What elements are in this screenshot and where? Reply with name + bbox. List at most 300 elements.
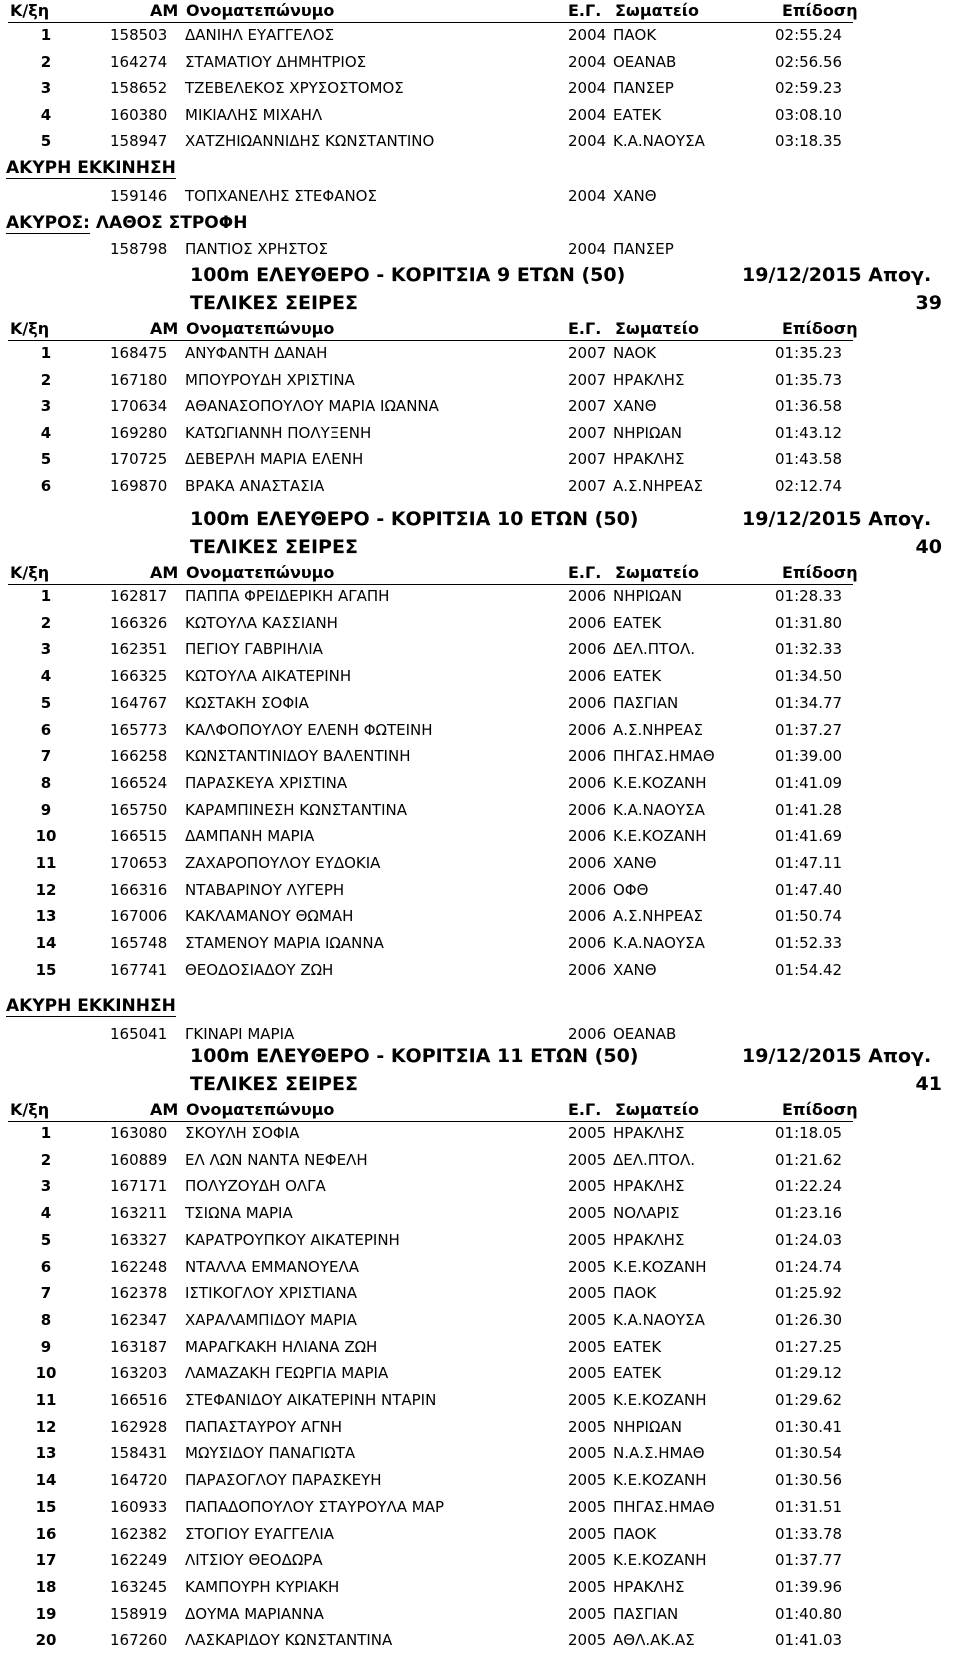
table-row bbox=[0, 583, 960, 609]
time: 01:35.73 bbox=[775, 370, 843, 389]
club: ΕΑΤΕΚ bbox=[613, 105, 662, 124]
rank: 12 bbox=[35, 1417, 57, 1436]
name: ΛΑΜΑΖΑΚΗ ΓΕΩΡΓΙΑ ΜΑΡΙΑ bbox=[185, 1364, 389, 1383]
am: 165748 bbox=[110, 934, 168, 953]
year: 2004 bbox=[568, 79, 607, 97]
year: 2006 bbox=[568, 854, 607, 872]
table-row bbox=[0, 903, 960, 929]
header-rank: Κ/ξη bbox=[10, 1, 50, 20]
rank: 5 bbox=[40, 450, 52, 468]
am: 169870 bbox=[110, 476, 168, 495]
table-row bbox=[0, 1521, 960, 1547]
year: 2006 bbox=[568, 800, 607, 819]
club: ΧΑΝΘ bbox=[613, 187, 657, 205]
club: ΠΑΣΓΙΑΝ bbox=[613, 693, 679, 712]
am: 167171 bbox=[110, 1177, 168, 1196]
club: ΗΡΑΚΛΗΣ bbox=[613, 370, 685, 389]
time: 01:39.96 bbox=[775, 1577, 843, 1596]
table-row bbox=[0, 1440, 960, 1466]
table-row bbox=[0, 610, 960, 636]
header-name: Ονοματεπώνυμο bbox=[186, 1, 335, 20]
year: 2006 bbox=[568, 880, 607, 899]
club: ΗΡΑΚΛΗΣ bbox=[613, 1577, 685, 1596]
am: 158919 bbox=[110, 1604, 168, 1623]
am: 170653 bbox=[110, 854, 168, 872]
am: 167006 bbox=[110, 907, 168, 926]
am: 166515 bbox=[110, 827, 168, 846]
name: ΔΑΝΙΗΛ ΕΥΑΓΓΕΛΟΣ bbox=[185, 26, 335, 44]
am: 165750 bbox=[110, 800, 168, 819]
table-row bbox=[0, 473, 960, 499]
event-number: 39 bbox=[915, 292, 942, 314]
club: Κ.Α.ΝΑΟΥΣΑ bbox=[613, 934, 705, 953]
header-club: Σωματείο bbox=[615, 319, 699, 338]
rank: 1 bbox=[40, 587, 52, 605]
name: ΒΡΑΚΑ ΑΝΑΣΤΑΣΙΑ bbox=[185, 476, 325, 495]
year: 2006 bbox=[568, 640, 607, 659]
time: 01:21.62 bbox=[775, 1150, 843, 1169]
am: 163080 bbox=[110, 1124, 168, 1142]
club: ΗΡΑΚΛΗΣ bbox=[613, 1177, 685, 1196]
rank: 2 bbox=[40, 52, 52, 71]
club: ΠΑΝΣΕΡ bbox=[613, 79, 674, 97]
header-club: Σωματείο bbox=[615, 1, 699, 20]
table-row bbox=[0, 367, 960, 393]
rank: 5 bbox=[40, 1230, 52, 1249]
table-row bbox=[0, 743, 960, 769]
rank: 5 bbox=[40, 132, 52, 150]
name: ΜΑΡΑΓΚΑΚΗ ΗΛΙΑΝΑ ΖΩΗ bbox=[185, 1337, 378, 1356]
am: 160380 bbox=[110, 105, 168, 124]
table-row bbox=[0, 663, 960, 689]
table-row bbox=[0, 1307, 960, 1333]
am: 166524 bbox=[110, 773, 168, 792]
rank: 19 bbox=[35, 1604, 57, 1623]
name: ΜΙΚΙΑΛΗΣ ΜΙΧΑΗΛ bbox=[185, 105, 323, 124]
table-row bbox=[0, 1601, 960, 1627]
event-subtitle: ΤΕΛΙΚΕΣ ΣΕΙΡΕΣ bbox=[190, 1073, 358, 1095]
year: 2006 bbox=[568, 747, 607, 766]
time: 01:41.28 bbox=[775, 800, 843, 819]
table-row bbox=[0, 1254, 960, 1280]
am: 162382 bbox=[110, 1524, 168, 1543]
name: ΔΟΥΜΑ ΜΑΡΙΑΝΝΑ bbox=[185, 1604, 324, 1623]
year: 2006 bbox=[568, 934, 607, 953]
name: ΧΑΡΑΛΑΜΠΙΔΟΥ ΜΑΡΙΑ bbox=[185, 1310, 357, 1329]
am: 166258 bbox=[110, 747, 168, 766]
name: ΚΑΛΦΟΠΟΥΛΟΥ ΕΛΕΝΗ ΦΩΤΕΙΝΗ bbox=[185, 720, 433, 739]
event-date: 19/12/2015 Απογ. bbox=[742, 508, 932, 530]
rank: 3 bbox=[40, 79, 52, 97]
rank: 15 bbox=[35, 1497, 57, 1516]
rank: 8 bbox=[40, 773, 52, 792]
club: ΠΗΓΑΣ.ΗΜΑΘ bbox=[613, 747, 715, 766]
club: ΧΑΝΘ bbox=[613, 397, 657, 415]
table-row bbox=[0, 770, 960, 796]
time: 01:24.03 bbox=[775, 1230, 843, 1249]
time: 01:31.51 bbox=[775, 1497, 843, 1516]
year: 2006 bbox=[568, 773, 607, 792]
am: 162817 bbox=[110, 587, 168, 605]
year: 2007 bbox=[568, 397, 607, 415]
time: 01:34.77 bbox=[775, 693, 843, 712]
time: 01:32.33 bbox=[775, 640, 843, 659]
table-row bbox=[0, 420, 960, 446]
table-row bbox=[0, 446, 960, 472]
time: 01:52.33 bbox=[775, 934, 843, 953]
rank: 4 bbox=[40, 667, 52, 686]
time: 01:27.25 bbox=[775, 1337, 843, 1356]
name: ΚΩΤΟΥΛΑ ΚΑΣΣΙΑΝΗ bbox=[185, 613, 338, 632]
club: ΕΑΤΕΚ bbox=[613, 667, 662, 686]
name: ΚΑΡΑΤΡΟΥΠΚΟΥ ΑΙΚΑΤΕΡΙΝΗ bbox=[185, 1230, 400, 1249]
am: 162248 bbox=[110, 1257, 168, 1276]
name: ΔΑΜΠΑΝΗ ΜΑΡΙΑ bbox=[185, 827, 315, 846]
time: 02:59.23 bbox=[775, 79, 843, 97]
am: 167260 bbox=[110, 1631, 168, 1650]
header-time: Επίδοση bbox=[782, 319, 858, 338]
name: ΣΤΟΓΙΟΥ ΕΥΑΓΓΕΛΙΑ bbox=[185, 1524, 335, 1543]
time: 01:35.23 bbox=[775, 344, 843, 362]
club: ΝΟΛΑΡΙΣ bbox=[613, 1204, 680, 1223]
am: 163187 bbox=[110, 1337, 168, 1356]
year: 2007 bbox=[568, 476, 607, 495]
rank: 2 bbox=[40, 613, 52, 632]
year: 2005 bbox=[568, 1524, 607, 1543]
club: ΧΑΝΘ bbox=[613, 854, 657, 872]
time: 01:47.11 bbox=[775, 854, 843, 872]
header-eg: Ε.Γ. bbox=[568, 1, 602, 20]
time: 01:23.16 bbox=[775, 1204, 843, 1223]
year: 2004 bbox=[568, 187, 607, 205]
table-row bbox=[0, 690, 960, 716]
club: Α.Σ.ΝΗΡΕΑΣ bbox=[613, 907, 704, 926]
rank: 11 bbox=[35, 1391, 57, 1409]
header-name: Ονοματεπώνυμο bbox=[186, 563, 335, 582]
club: ΠΑΟΚ bbox=[613, 1284, 657, 1303]
year: 2005 bbox=[568, 1631, 607, 1650]
time: 01:41.03 bbox=[775, 1631, 843, 1650]
club: ΝΑΟΚ bbox=[613, 344, 657, 362]
club: Ν.Α.Σ.ΗΜΑΘ bbox=[613, 1444, 705, 1463]
time: 01:47.40 bbox=[775, 880, 843, 899]
status-false-start: ΑΚΥΡΗ ΕΚΚΙΝΗΣΗ bbox=[6, 996, 176, 1016]
event-title: 100m ΕΛΕΥΘΕΡΟ - ΚΟΡΙΤΣΙΑ 10 ΕΤΩΝ (50) bbox=[190, 508, 639, 530]
table-row bbox=[0, 797, 960, 823]
year: 2007 bbox=[568, 344, 607, 362]
table-row bbox=[0, 877, 960, 903]
name: ΣΤΕΦΑΝΙΔΟΥ ΑΙΚΑΤΕΡΙΝΗ ΝΤΑΡΙΝ bbox=[185, 1391, 437, 1409]
rank: 3 bbox=[40, 640, 52, 659]
table-row bbox=[0, 128, 960, 154]
club: ΗΡΑΚΛΗΣ bbox=[613, 1230, 685, 1249]
rank: 8 bbox=[40, 1310, 52, 1329]
club: ΔΕΛ.ΠΤΟΛ. bbox=[613, 1150, 696, 1169]
header-rank: Κ/ξη bbox=[10, 563, 50, 582]
name: ΕΛ ΛΩΝ ΝΑΝΤΑ ΝΕΦΕΛΗ bbox=[185, 1150, 368, 1169]
table-row bbox=[0, 850, 960, 876]
status-dq: ΑΚΥΡΟΣ: ΛΑΘΟΣ ΣΤΡΟΦΗ bbox=[6, 213, 248, 233]
rank: 10 bbox=[35, 827, 57, 846]
am: 170634 bbox=[110, 397, 168, 415]
rank: 9 bbox=[40, 1337, 52, 1356]
header-eg: Ε.Γ. bbox=[568, 1100, 602, 1119]
club: ΔΕΛ.ΠΤΟΛ. bbox=[613, 640, 696, 659]
table-row bbox=[0, 1173, 960, 1199]
time: 01:28.33 bbox=[775, 587, 843, 605]
name: ΣΤΑΜΑΤΙΟΥ ΔΗΜΗΤΡΙΟΣ bbox=[185, 52, 367, 71]
am: 163211 bbox=[110, 1204, 168, 1223]
name: ΚΑΜΠΟΥΡΗ ΚΥΡΙΑΚΗ bbox=[185, 1577, 340, 1596]
club: ΕΑΤΕΚ bbox=[613, 1337, 662, 1356]
header-time: Επίδοση bbox=[782, 1, 858, 20]
name: ΚΩΣΤΑΚΗ ΣΟΦΙΑ bbox=[185, 693, 309, 712]
time: 01:41.69 bbox=[775, 827, 843, 846]
name: ΤΖΕΒΕΛΕΚΟΣ ΧΡΥΣΟΣΤΟΜΟΣ bbox=[185, 79, 404, 97]
club: ΗΡΑΚΛΗΣ bbox=[613, 450, 685, 468]
header-club: Σωματείο bbox=[615, 563, 699, 582]
am: 160933 bbox=[110, 1497, 168, 1516]
am: 166325 bbox=[110, 667, 168, 686]
rank: 20 bbox=[35, 1631, 57, 1650]
name: ΖΑΧΑΡΟΠΟΥΛΟΥ ΕΥΔΟΚΙΑ bbox=[185, 854, 381, 872]
time: 01:43.12 bbox=[775, 423, 843, 442]
rank: 2 bbox=[40, 370, 52, 389]
rank: 18 bbox=[35, 1577, 57, 1596]
time: 01:43.58 bbox=[775, 450, 843, 468]
year: 2006 bbox=[568, 720, 607, 739]
time: 02:55.24 bbox=[775, 26, 843, 44]
time: 01:41.09 bbox=[775, 773, 843, 792]
year: 2005 bbox=[568, 1551, 607, 1570]
year: 2005 bbox=[568, 1177, 607, 1196]
year: 2005 bbox=[568, 1337, 607, 1356]
event-date: 19/12/2015 Απογ. bbox=[742, 264, 932, 286]
time: 03:08.10 bbox=[775, 105, 843, 124]
header-am: ΑΜ bbox=[150, 1, 179, 20]
rank: 7 bbox=[40, 1284, 52, 1303]
time: 01:25.92 bbox=[775, 1284, 843, 1303]
rank: 2 bbox=[40, 1150, 52, 1169]
club: ΠΑΟΚ bbox=[613, 26, 657, 44]
table-row bbox=[0, 1467, 960, 1493]
am: 158947 bbox=[110, 132, 168, 150]
header-eg: Ε.Γ. bbox=[568, 563, 602, 582]
name: ΚΩΝΣΤΑΝΤΙΝΙΔΟΥ ΒΑΛΕΝΤΙΝΗ bbox=[185, 747, 411, 766]
club: Κ.Α.ΝΑΟΥΣΑ bbox=[613, 1310, 705, 1329]
rank: 6 bbox=[40, 1257, 52, 1276]
event-number: 40 bbox=[915, 536, 942, 558]
year: 2006 bbox=[568, 827, 607, 846]
rank: 1 bbox=[40, 344, 52, 362]
year: 2006 bbox=[568, 960, 607, 979]
event-subtitle: ΤΕΛΙΚΕΣ ΣΕΙΡΕΣ bbox=[190, 292, 358, 314]
club: Α.Σ.ΝΗΡΕΑΣ bbox=[613, 476, 704, 495]
time: 01:39.00 bbox=[775, 747, 843, 766]
table-row bbox=[0, 717, 960, 743]
table-row bbox=[0, 1360, 960, 1386]
am: 167741 bbox=[110, 960, 168, 979]
name: ΙΣΤΙΚΟΓΛΟΥ ΧΡΙΣΤΙΑΝΑ bbox=[185, 1284, 358, 1303]
table-row bbox=[0, 1147, 960, 1173]
table-row bbox=[0, 49, 960, 75]
time: 01:30.56 bbox=[775, 1471, 843, 1490]
rank: 14 bbox=[35, 1471, 57, 1490]
event-40-heading bbox=[0, 506, 960, 562]
club: Κ.Ε.ΚΟΖΑΝΗ bbox=[613, 1551, 707, 1570]
year: 2005 bbox=[568, 1310, 607, 1329]
time: 01:54.42 bbox=[775, 960, 843, 979]
club: ΝΗΡΙΩΑΝ bbox=[613, 587, 682, 605]
name: ΠΑΠΑΔΟΠΟΥΛΟΥ ΣΤΑΥΡΟΥΛΑ ΜΑΡ bbox=[185, 1497, 445, 1516]
am: 166316 bbox=[110, 880, 168, 899]
name: ΑΝΥΦΑΝΤΗ ΔΑΝΑΗ bbox=[185, 344, 328, 362]
rank: 3 bbox=[40, 1177, 52, 1196]
year: 2004 bbox=[568, 52, 607, 71]
am: 160889 bbox=[110, 1150, 168, 1169]
year: 2007 bbox=[568, 423, 607, 442]
header-time: Επίδοση bbox=[782, 1100, 858, 1119]
header-time: Επίδοση bbox=[782, 563, 858, 582]
name: ΚΑΚΛΑΜΑΝΟΥ ΘΩΜΑΗ bbox=[185, 907, 354, 926]
am: 158652 bbox=[110, 79, 168, 97]
table-row bbox=[0, 1574, 960, 1600]
time: 01:24.74 bbox=[775, 1257, 843, 1276]
time: 01:18.05 bbox=[775, 1124, 843, 1142]
rank: 6 bbox=[40, 720, 52, 739]
time: 03:18.35 bbox=[775, 132, 843, 150]
rank: 1 bbox=[40, 26, 52, 44]
year: 2007 bbox=[568, 370, 607, 389]
rank: 16 bbox=[35, 1524, 57, 1543]
table-row bbox=[0, 1280, 960, 1306]
table-row bbox=[0, 1120, 960, 1146]
table-row bbox=[0, 1200, 960, 1226]
club: Α.Σ.ΝΗΡΕΑΣ bbox=[613, 720, 704, 739]
club: ΝΗΡΙΩΑΝ bbox=[613, 1417, 682, 1436]
name: ΤΟΠΧΑΝΕΛΗΣ ΣΤΕΦΑΝΟΣ bbox=[185, 187, 377, 205]
am: 163245 bbox=[110, 1577, 168, 1596]
year: 2006 bbox=[568, 693, 607, 712]
time: 01:30.54 bbox=[775, 1444, 843, 1463]
name: ΚΩΤΟΥΛΑ ΑΙΚΑΤΕΡΙΝΗ bbox=[185, 667, 352, 686]
name: ΜΠΟΥΡΟΥΔΗ ΧΡΙΣΤΙΝΑ bbox=[185, 370, 355, 389]
year: 2005 bbox=[568, 1391, 607, 1409]
event-41-heading bbox=[0, 1043, 960, 1099]
time: 01:29.12 bbox=[775, 1364, 843, 1383]
rank: 4 bbox=[40, 423, 52, 442]
table-row bbox=[0, 1547, 960, 1573]
time: 01:50.74 bbox=[775, 907, 843, 926]
name: ΝΤΑΛΛΑ ΕΜΜΑΝΟΥΕΛΑ bbox=[185, 1257, 360, 1276]
name: ΝΤΑΒΑΡΙΝΟΥ ΛΥΓΕΡΗ bbox=[185, 880, 345, 899]
rank: 7 bbox=[40, 747, 52, 766]
name: ΠΑΠΑΣΤΑΥΡΟΥ ΑΓΝΗ bbox=[185, 1417, 343, 1436]
rank: 10 bbox=[35, 1364, 57, 1383]
am: 159146 bbox=[110, 187, 168, 205]
club: Κ.Ε.ΚΟΖΑΝΗ bbox=[613, 1471, 707, 1490]
club: ΕΑΤΕΚ bbox=[613, 613, 662, 632]
header-club: Σωματείο bbox=[615, 1100, 699, 1119]
year: 2004 bbox=[568, 26, 607, 44]
header-am: ΑΜ bbox=[150, 1100, 179, 1119]
table-row bbox=[0, 102, 960, 128]
club: ΟΦΘ bbox=[613, 880, 649, 899]
time: 01:37.27 bbox=[775, 720, 843, 739]
club: ΧΑΝΘ bbox=[613, 960, 657, 979]
table-row bbox=[0, 75, 960, 101]
table-row bbox=[0, 957, 960, 983]
am: 162249 bbox=[110, 1551, 168, 1570]
table-row bbox=[0, 1414, 960, 1440]
status-false-start: ΑΚΥΡΗ ΕΚΚΙΝΗΣΗ bbox=[6, 158, 176, 178]
club: Κ.Ε.ΚΟΖΑΝΗ bbox=[613, 1257, 707, 1276]
rank: 9 bbox=[40, 800, 52, 819]
year: 2006 bbox=[568, 613, 607, 632]
year: 2007 bbox=[568, 450, 607, 468]
table-row bbox=[0, 22, 960, 48]
name: ΔΕΒΕΡΛΗ ΜΑΡΙΑ ΕΛΕΝΗ bbox=[185, 450, 364, 468]
am: 170725 bbox=[110, 450, 168, 468]
status-row bbox=[0, 183, 960, 209]
year: 2005 bbox=[568, 1604, 607, 1623]
club: ΗΡΑΚΛΗΣ bbox=[613, 1124, 685, 1142]
am: 162928 bbox=[110, 1417, 168, 1436]
table-row bbox=[0, 1334, 960, 1360]
am: 158503 bbox=[110, 26, 168, 44]
year: 2005 bbox=[568, 1471, 607, 1490]
table-row bbox=[0, 1627, 960, 1653]
am: 164274 bbox=[110, 52, 168, 71]
column-header bbox=[0, 316, 960, 342]
table-row bbox=[0, 1494, 960, 1520]
club: ΟΕΑΝΑΒ bbox=[613, 52, 677, 71]
name: ΧΑΤΖΗΙΩΑΝΝΙΔΗΣ ΚΩΝΣΤΑΝΤΙΝΟ bbox=[185, 132, 435, 150]
name: ΛΑΣΚΑΡΙΔΟΥ ΚΩΝΣΤΑΝΤΙΝΑ bbox=[185, 1631, 393, 1650]
club: ΕΑΤΕΚ bbox=[613, 1364, 662, 1383]
name: ΠΑΠΠΑ ΦΡΕΙΔΕΡΙΚΗ ΑΓΑΠΗ bbox=[185, 587, 390, 605]
club: Κ.Α.ΝΑΟΥΣΑ bbox=[613, 132, 705, 150]
header-rank: Κ/ξη bbox=[10, 1100, 50, 1119]
table-row bbox=[0, 930, 960, 956]
header-name: Ονοματεπώνυμο bbox=[186, 319, 335, 338]
event-39-heading bbox=[0, 262, 960, 318]
rank: 5 bbox=[40, 693, 52, 712]
club: ΠΑΣΓΙΑΝ bbox=[613, 1604, 679, 1623]
name: ΚΑΡΑΜΠΙΝΕΣΗ ΚΩΝΣΤΑΝΤΙΝΑ bbox=[185, 800, 407, 819]
time: 01:40.80 bbox=[775, 1604, 843, 1623]
table-row bbox=[0, 1227, 960, 1253]
time: 01:36.58 bbox=[775, 397, 843, 415]
header-rank: Κ/ξη bbox=[10, 319, 50, 338]
event-number: 41 bbox=[915, 1073, 942, 1095]
name: ΠΟΛΥΖΟΥΔΗ ΟΛΓΑ bbox=[185, 1177, 326, 1196]
am: 158431 bbox=[110, 1444, 168, 1463]
rank: 12 bbox=[35, 880, 57, 899]
rank: 13 bbox=[35, 907, 57, 926]
year: 2005 bbox=[568, 1364, 607, 1383]
year: 2006 bbox=[568, 907, 607, 926]
club: Κ.Ε.ΚΟΖΑΝΗ bbox=[613, 827, 707, 846]
year: 2006 bbox=[568, 667, 607, 686]
am: 162347 bbox=[110, 1310, 168, 1329]
header-name: Ονοματεπώνυμο bbox=[186, 1100, 335, 1119]
time: 01:26.30 bbox=[775, 1310, 843, 1329]
event-date: 19/12/2015 Απογ. bbox=[742, 1045, 932, 1067]
time: 02:12.74 bbox=[775, 476, 843, 495]
rank: 1 bbox=[40, 1124, 52, 1142]
am: 167180 bbox=[110, 370, 168, 389]
